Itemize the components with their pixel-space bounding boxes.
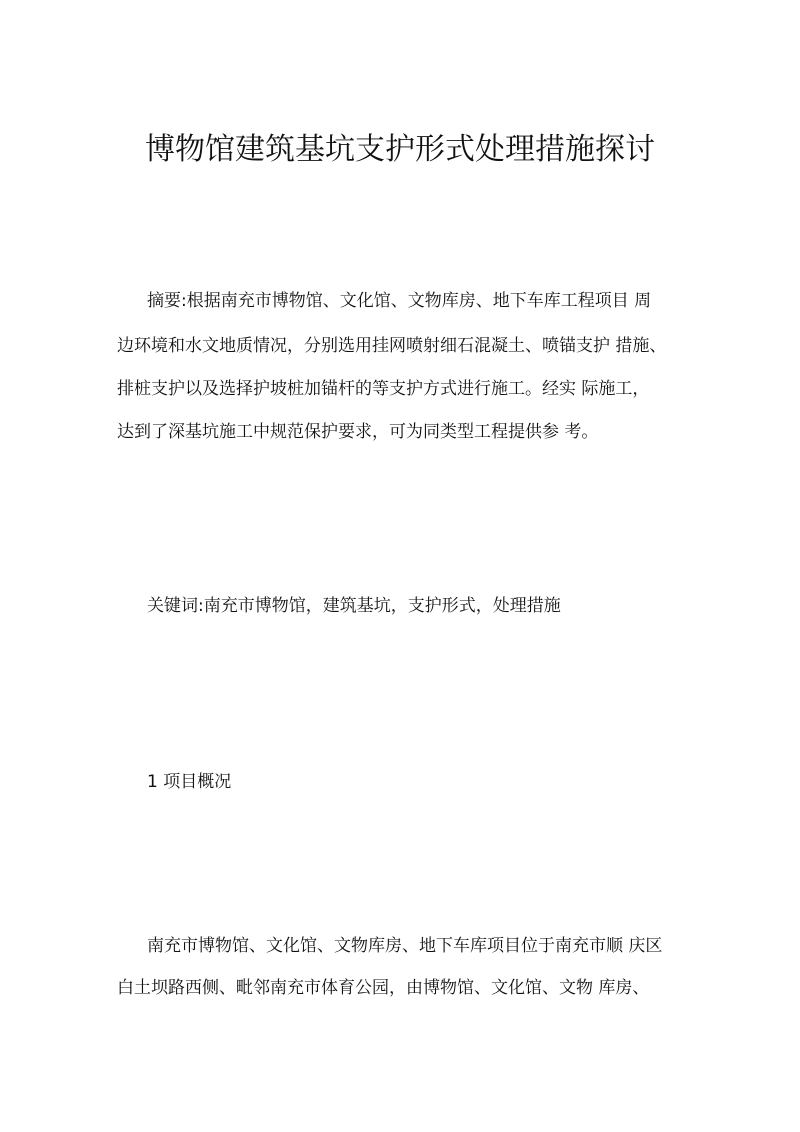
abstract-line-1: 摘要:根据南充市博物馆、文化馆、文物库房、地下车库工程项目 周 (147, 291, 652, 311)
document-title: 博物馆建筑基坑支护形式处理措施探讨 (145, 132, 655, 167)
body-line-1: 南充市博物馆、文化馆、文物库房、地下车库项目位于南充市顺 庆区 (147, 936, 663, 956)
abstract-line-2: 边环境和水文地质情况，分别选用挂网喷射细石混凝土、喷锚支护 措施、 (117, 336, 667, 356)
abstract-line-4: 达到了深基坑施工中规范保护要求，可为同类型工程提供参 考。 (117, 422, 599, 442)
keywords-line: 关键词:南充市博物馆，建筑基坑，支护形式，处理措施 (147, 596, 561, 616)
body-line-2: 白土坝路西侧、毗邻南充市体育公园，由博物馆、文化馆、文物 库房、 (117, 978, 650, 998)
abstract-line-3: 排桩支护以及选择护坡桩加锚杆的等支护方式进行施工。经实 际施工， (117, 379, 650, 399)
section-heading: 1 项目概况 (147, 772, 232, 792)
